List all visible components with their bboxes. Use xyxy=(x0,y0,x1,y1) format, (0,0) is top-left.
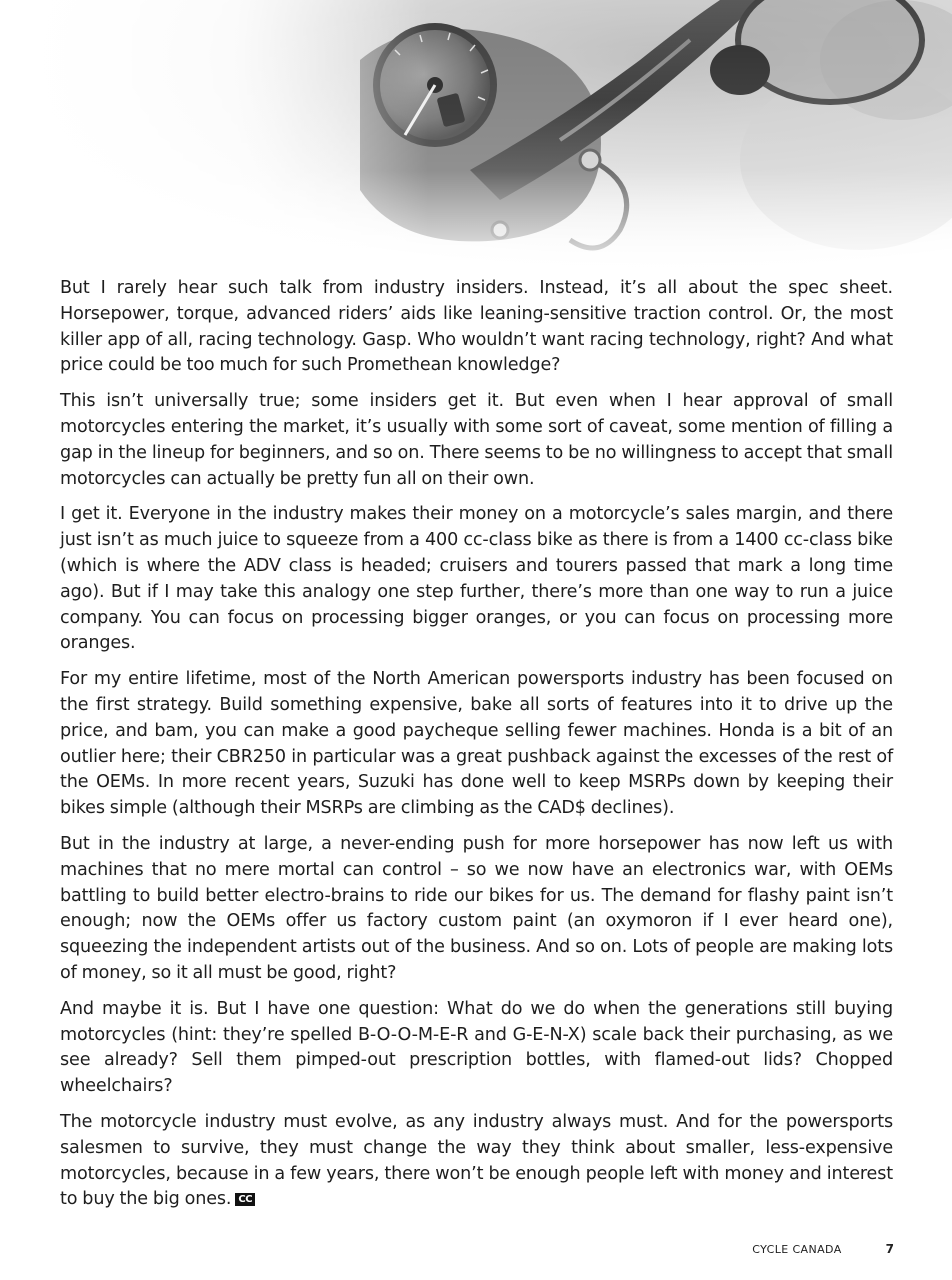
paragraph-last xyxy=(60,1110,893,1213)
paragraph: For my entire lifetime, most of the North American powersports industry has been focused on the first strategy. Build something expensive, bake all sorts of features into it to drive up the price, and bam, you can make a good paycheque selling fewer machines. Honda is a bit of an outlier here; their CBR250 in particular was a great pushback against the excesses of the rest of the OEMs. In more recent years, Suzuki has done well to keep MSRPs down by keeping their bikes simple (although their MSRPs are climbing as the CAD$ declines). xyxy=(60,669,893,819)
page-number: 7 xyxy=(885,1242,894,1256)
paragraph-text: The motorcycle industry must evolve, as any industry always must. And for the powersports salesmen to survive, they must change the way they think about smaller, less-expensive motorcycles, because in a few years, there won’t be enough people left with money and interest to buy the big ones. xyxy=(60,1111,893,1210)
paragraph: This isn’t universally true; some insiders get it. But even when I hear approval of small motorcycles entering the market, it’s usually with some sort of caveat, some mention of filling a gap in the lineup for beginners, and so on. There seems to be no willingness to accept that small motorcycles can actually be pretty fun all on their own. xyxy=(60,391,893,489)
article-body xyxy=(60,276,893,1223)
motorcycle-handlebar-speedometer-photo xyxy=(0,0,952,285)
publication-name: CYCLE CANADA xyxy=(752,1243,842,1256)
paragraph: But I rarely hear such talk from industry insiders. Instead, it’s all about the spec sheet. Horsepower, torque, advanced riders’ aids like leaning-sensitive traction control. Or, the most killer app of all, racing technology. Gasp. Who wouldn’t want racing technology, right? And what price could be too much for such Promethean knowledge? xyxy=(60,278,893,376)
end-of-article-icon: CC xyxy=(235,1193,255,1206)
paragraph: I get it. Everyone in the industry makes their money on a motorcycle’s sales margin, and there just isn’t as much juice to squeeze from a 400 cc-class bike as there is from a 1400 cc-class bike (which is where the ADV class is headed; cruisers and tourers passed that mark a long time ago). But if I may take this analogy one step further, there’s more than one way to run a juice company. You can focus on processing bigger oranges, or you can focus on processing more oranges. xyxy=(60,504,893,654)
paragraph: But in the industry at large, a never-ending push for more horsepower has now left us with machines that no mere mortal can control – so we now have an electronics war, with OEMs battling to build better electro-brains to ride our bikes for us. The demand for flashy paint isn’t enough; now the OEMs offer us factory custom paint (an oxymoron if I ever heard one), squeezing the independent artists out of the business. And so on. Lots of people are making lots of money, so it all must be good, right? xyxy=(60,833,893,983)
paragraph: And maybe it is. But I have one question: What do we do when the generations still buying motorcycles (hint: they’re spelled B-O-O-M-E-R and G-E-N-X) scale back their purchasing, as we see already? Sell them pimped-out prescription bottles, with flamed-out lids? Chopped wheelchairs? xyxy=(60,998,893,1097)
page-footer xyxy=(752,1242,894,1256)
hero-photo xyxy=(0,0,952,285)
